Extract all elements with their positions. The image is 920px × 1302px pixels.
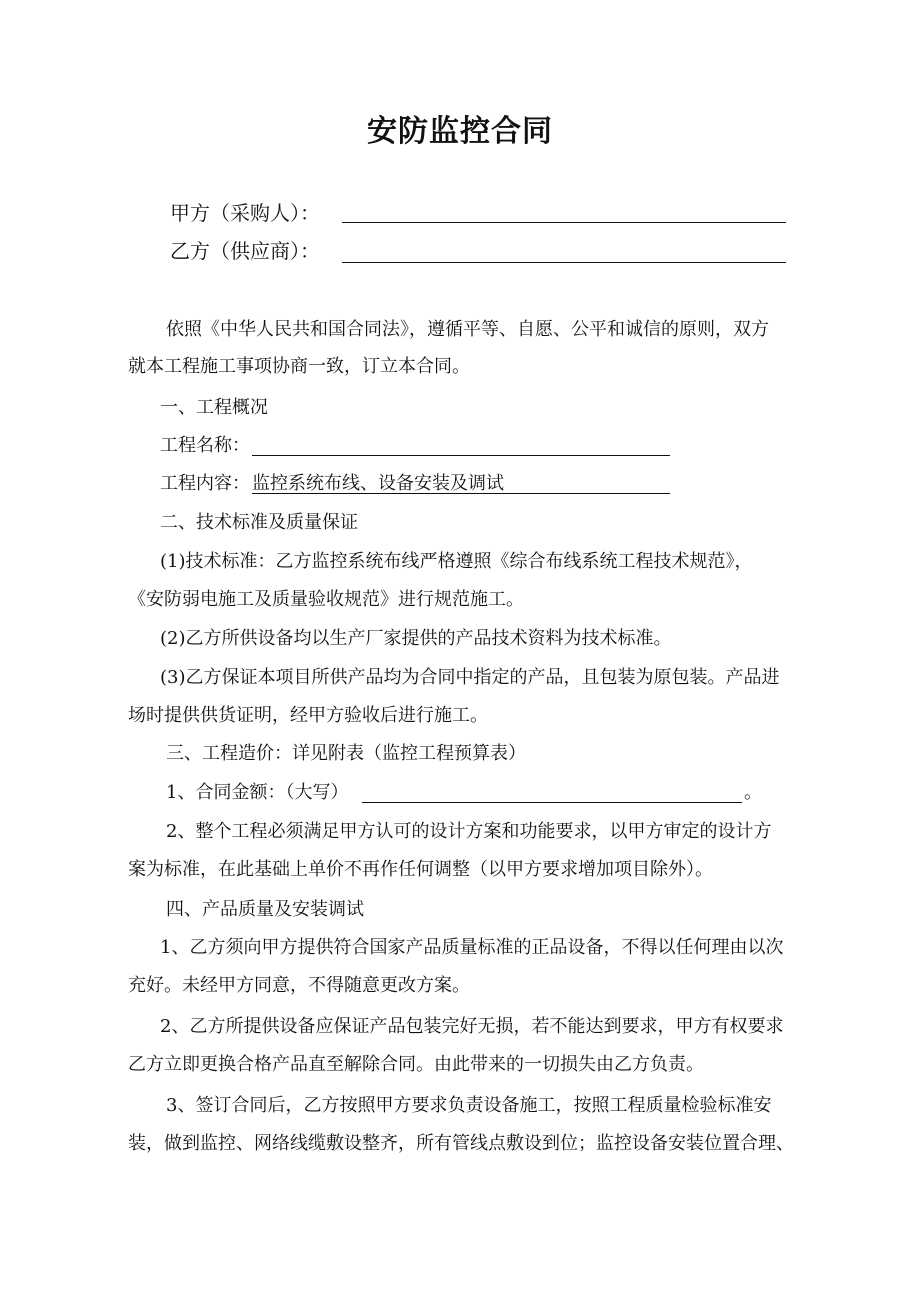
intro-line-1: 依照《中华人民共和国合同法》，遵循平等、自愿、公平和诚信的原则，双方 [166,319,769,340]
intro-line-2: 就本工程施工事项协商一致，订立本合同。 [128,356,470,377]
section-4-item-1-line-2: 充好。未经甲方同意，不得随意更改方案。 [128,975,470,996]
party-b-label: 乙方（供应商）： [170,239,320,263]
project-name-blank[interactable] [252,455,670,456]
section-4-item-2-line-1: 2、乙方所提供设备应保证产品包装完好无损，若不能达到要求，甲方有权要求 [160,1016,784,1037]
section-2-item-3-line-2: 场时提供供货证明，经甲方验收后进行施工。 [128,705,488,726]
party-a-label: 甲方（采购人）： [170,201,320,225]
section-4-item-3-line-1: 3、签订合同后，乙方按照甲方要求负责设备施工，按照工程质量检验标准安 [166,1095,772,1116]
project-content-value: 监控系统布线、设备安装及调试 [252,473,504,494]
party-a-blank[interactable] [342,222,786,223]
contract-amount-blank[interactable] [362,802,742,803]
section-2-item-1-line-2: 《安防弱电施工及质量验收规范》进行规范施工。 [128,589,524,610]
project-content-label: 工程内容： [160,473,250,494]
section-4-heading: 四、产品质量及安装调试 [166,899,364,920]
section-1-heading: 一、工程概况 [160,397,268,418]
project-name-label: 工程名称： [160,435,250,456]
section-2-item-1-line-1: (1)技术标准：乙方监控系统布线严格遵照《综合布线系统工程技术规范》， [160,551,753,572]
section-4-item-3-line-2: 装，做到监控、网络线缆敷设整齐，所有管线点敷设到位；监控设备安装位置合理、 [128,1133,794,1154]
section-4-item-2-line-2: 乙方立即更换合格产品直至解除合同。由此带来的一切损失由乙方负责。 [128,1054,704,1075]
document-title: 安防监控合同 [367,114,553,149]
section-3-item-2-line-1: 2、整个工程必须满足甲方认可的设计方案和功能要求，以甲方审定的设计方 [166,821,772,842]
party-b-blank[interactable] [342,262,786,263]
contract-amount-label: 1、合同金额：（大写） [166,782,349,803]
contract-amount-end: 。 [744,782,762,803]
section-2-item-3-line-1: (3)乙方保证本项目所供产品均为合同中指定的产品，且包装为原包装。产品进 [160,667,780,688]
project-content-underline [252,493,670,494]
section-3-heading: 三、工程造价：详见附表（监控工程预算表） [166,743,526,764]
section-3-item-2-line-2: 案为标准，在此基础上单价不再作任何调整（以甲方要求增加项目除外）。 [128,859,713,880]
section-2-heading: 二、技术标准及质量保证 [160,512,358,533]
section-2-item-2: (2)乙方所供设备均以生产厂家提供的产品技术资料为技术标准。 [160,628,672,649]
section-4-item-1-line-1: 1、乙方须向甲方提供符合国家产品质量标准的正品设备，不得以任何理由以次 [160,937,784,958]
